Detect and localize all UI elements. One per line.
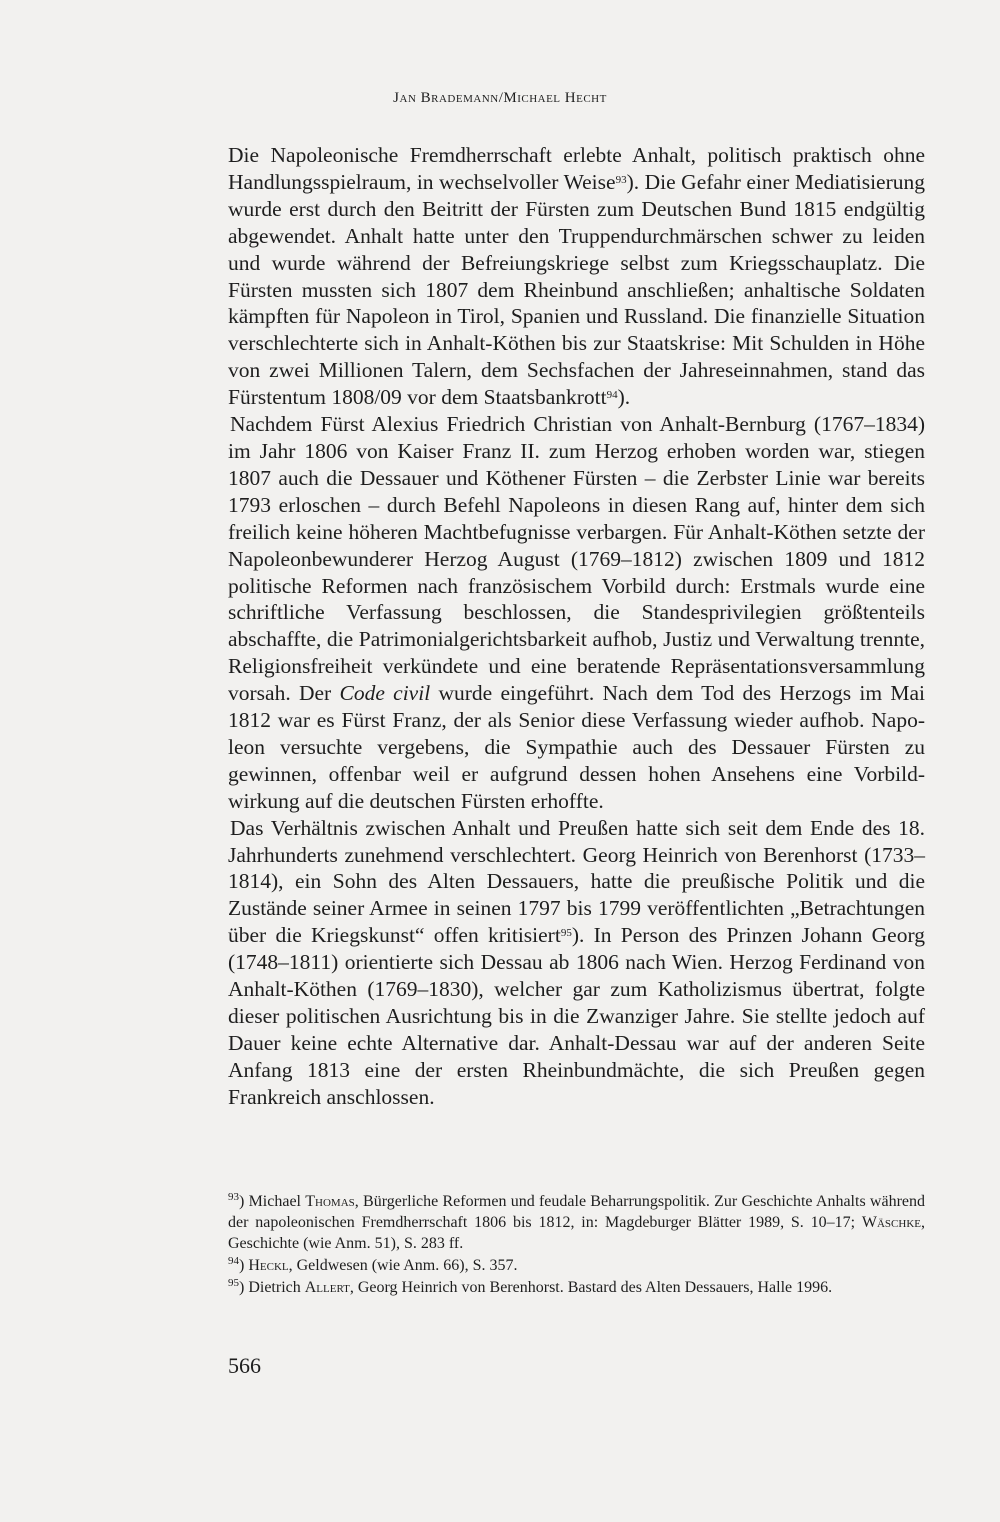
running-title: Jan Brademann/Michael Hecht bbox=[393, 90, 607, 106]
main-text bbox=[228, 142, 925, 1111]
running-header bbox=[0, 90, 1000, 107]
paragraph-1-text-c: ). bbox=[617, 385, 631, 410]
paragraph-3-text-b: ). In Person des Prinzen Johann Georg (1748–1811) orientierte sich Dessau ab 1806 nach Wien. Herzog Ferdinand von Anhalt-Köthen (1769–1830), welcher gar zum Katholizismus übertrat, folgte dieser politischen Ausrichtung bis in die Zwanziger Jahre. Sie stellte jedoch auf Dauer keine echte Alternative dar. Anhalt-Dessau war auf der anderen Seite Anfang 1813 eine der ersten Rheinbundmächte, die sich Preußen gegen Frankreich anschlossen. bbox=[228, 923, 925, 1109]
footnote-ref-95[interactable]: 95 bbox=[560, 927, 572, 940]
paragraph-1 bbox=[228, 142, 925, 411]
footnote-93 bbox=[228, 1191, 925, 1254]
footnote-94-text-a: ) bbox=[239, 1257, 249, 1274]
footnote-93-number: 93 bbox=[228, 1191, 239, 1203]
footnote-ref-94[interactable]: 94 bbox=[606, 389, 618, 402]
footnote-95-number: 95 bbox=[228, 1277, 239, 1289]
footnote-93-text-a: ) Michael bbox=[239, 1193, 306, 1210]
code-civil-italic: Code civil bbox=[339, 681, 431, 706]
paragraph-3-text-a: Das Verhältnis zwischen Anhalt und Preußen hatte sich seit dem Ende des 18. Jahrhunderts zunehmend verschlechtert. Georg Heinrich von Berenhorst (1733–1814), ein Sohn des Alten Dessauers, hatte die preußische Politik und die Zustände seiner Armee in seinen 1797 bis 1799 veröffentlichten „Betrachtungen über die Kriegskunst“ offen kritisiert bbox=[228, 815, 925, 948]
paragraph-2-text-b: wurde eingeführt. Nach dem Tod des Herzogs im Mai 1812 war es Fürst Franz, der als Senior diese Verfassung wieder aufhob. Napoleon versuchte vergebens, die Sympathie auch des Dessauer Fürsten zu gewinnen, offenbar weil er aufgrund dessen hohen Ansehens eine Vorbildwirkung auf die deutschen Fürsten erhoffte. bbox=[228, 681, 925, 813]
footnote-93-text-b: , Bürgerliche Reformen und feudale Beharrungspolitik. Zur Geschichte Anhalts während der napoleonischen Fremdherrschaft 1806 bis 1812, in: Magdeburger Blätter 1989, S. 10–17; bbox=[228, 1193, 925, 1231]
footnote-ref-93[interactable]: 93 bbox=[615, 173, 627, 186]
footnotes bbox=[228, 1191, 925, 1299]
paragraph-3 bbox=[228, 815, 925, 1111]
footnote-95-text-b: , Georg Heinrich von Berenhorst. Bastard des Alten Dessauers, Halle 1996. bbox=[349, 1279, 833, 1296]
footnote-93-author: Thomas bbox=[305, 1193, 355, 1210]
paragraph-2-text-a: Nachdem Fürst Alexius Friedrich Christian von Anhalt-Bernburg (1767–1834) im Jahr 1806 von Kaiser Franz II. zum Herzog erhoben worden war, stiegen 1807 auch die Dessauer und Köthener Fürsten – die Zerbster Linie war bereits 1793 erloschen – durch Befehl Napoleons in diesen Rang auf, hinter dem sich freilich keine höheren Machtbefugnisse verbargen. Für Anhalt-Köthen setzte der Napoleonbewunderer Herzog August (1769–1812) zwischen 1809 und 1812 politische Reformen nach französischem Vorbild durch: Erstmals wurde eine schriftliche Verfassung beschlossen, die Standesprivilegien größtenteils abschaffte, die Patrimonialgerichtsbarkeit aufhob, Justiz und Verwaltung trennte, Religionsfreiheit verkündete und eine beratende Repräsentationsversammlung vorsah. Der bbox=[228, 412, 925, 706]
footnote-93-text-c: , Geschichte (wie Anm. 51), S. 283 ff. bbox=[228, 1214, 925, 1252]
footnote-95-text-a: ) Dietrich bbox=[239, 1279, 305, 1296]
footnote-94 bbox=[228, 1255, 925, 1276]
paragraph-1-text-a: Die Napoleonische Fremdherrschaft erlebte Anhalt, politisch praktisch ohne Handlungsspielraum, in wechselvoller Weise bbox=[228, 143, 925, 194]
footnote-94-text-b: , Geldwesen (wie Anm. 66), S. 357. bbox=[288, 1257, 518, 1274]
footnote-94-author: Heckl bbox=[248, 1257, 289, 1274]
footnote-93-author-2: Wäschke bbox=[861, 1214, 921, 1231]
paragraph-2 bbox=[228, 411, 925, 815]
page-number: 566 bbox=[228, 1353, 261, 1378]
footnote-94-number: 94 bbox=[228, 1255, 239, 1267]
footnote-95-author: Allert bbox=[304, 1279, 350, 1296]
footnote-95 bbox=[228, 1277, 925, 1298]
paragraph-1-text-b: ). Die Gefahr einer Mediatisierung wurde erst durch den Beitritt der Fürsten zum Deutschen Bund 1815 endgültig abgewendet. Anhalt hatte unter den Truppendurchmärschen schwer zu leiden und wurde während der Befreiungskriege selbst zum Kriegsschauplatz. Die Fürsten mussten sich 1807 dem Rheinbund anschließen; anhaltische Soldaten kämpften für Napoleon in Tirol, Spanien und Russland. Die finanzielle Situation verschlechterte sich in Anhalt-Köthen bis zur Staatskrise: Mit Schulden in Höhe von zwei Millionen Talern, dem Sechsfachen der Jahreseinnahmen, stand das Fürstentum 1808/09 vor dem Staatsbankrott bbox=[228, 169, 925, 410]
